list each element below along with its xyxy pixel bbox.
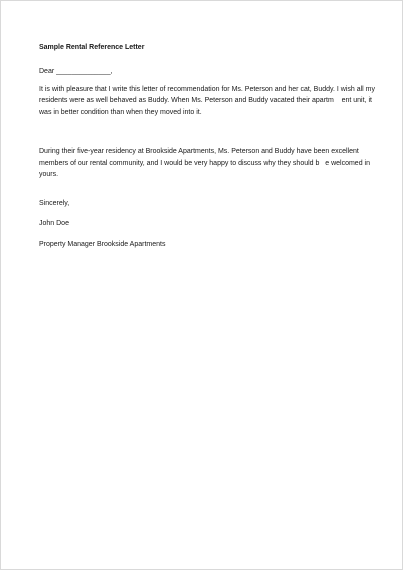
spacer (39, 124, 379, 146)
salutation (39, 66, 379, 78)
paragraph-1-line-2: residents were as well behaved as Buddy. When Ms. Peterson and Buddy vacated their apartm ent unit, it (39, 97, 372, 104)
spacer (39, 187, 379, 198)
paragraph-2-line-3: yours. (39, 171, 59, 178)
signer-title-block (39, 239, 379, 251)
paragraph-2 (39, 146, 379, 181)
letter-title: Sample Rental Reference Letter (39, 44, 145, 51)
letter-body (39, 42, 379, 256)
closing-text: Sincerely, (39, 199, 70, 207)
paragraph-2-line-2: members of our rental community, and I would be very happy to discuss why they should b e welcomed in (39, 159, 370, 167)
paragraph-1 (39, 84, 379, 119)
signer-title: Property Manager Brookside Apartments (39, 240, 166, 248)
paragraph-2-line-1: During their five-year residency at Brookside Apartments, Ms. Peterson and Buddy have been excellent (39, 148, 359, 155)
signer-name: John Doe (39, 220, 69, 227)
paragraph-1-line-1: It is with pleasure that I write this letter of recommendation for Ms. Peterson and her cat, Buddy. I wish all my (39, 85, 376, 93)
paragraph-1-line-3: was in better condition than when they moved into it. (39, 108, 202, 116)
salutation-text: Dear ______________, (39, 68, 113, 75)
signature (39, 218, 379, 230)
closing (39, 198, 379, 210)
